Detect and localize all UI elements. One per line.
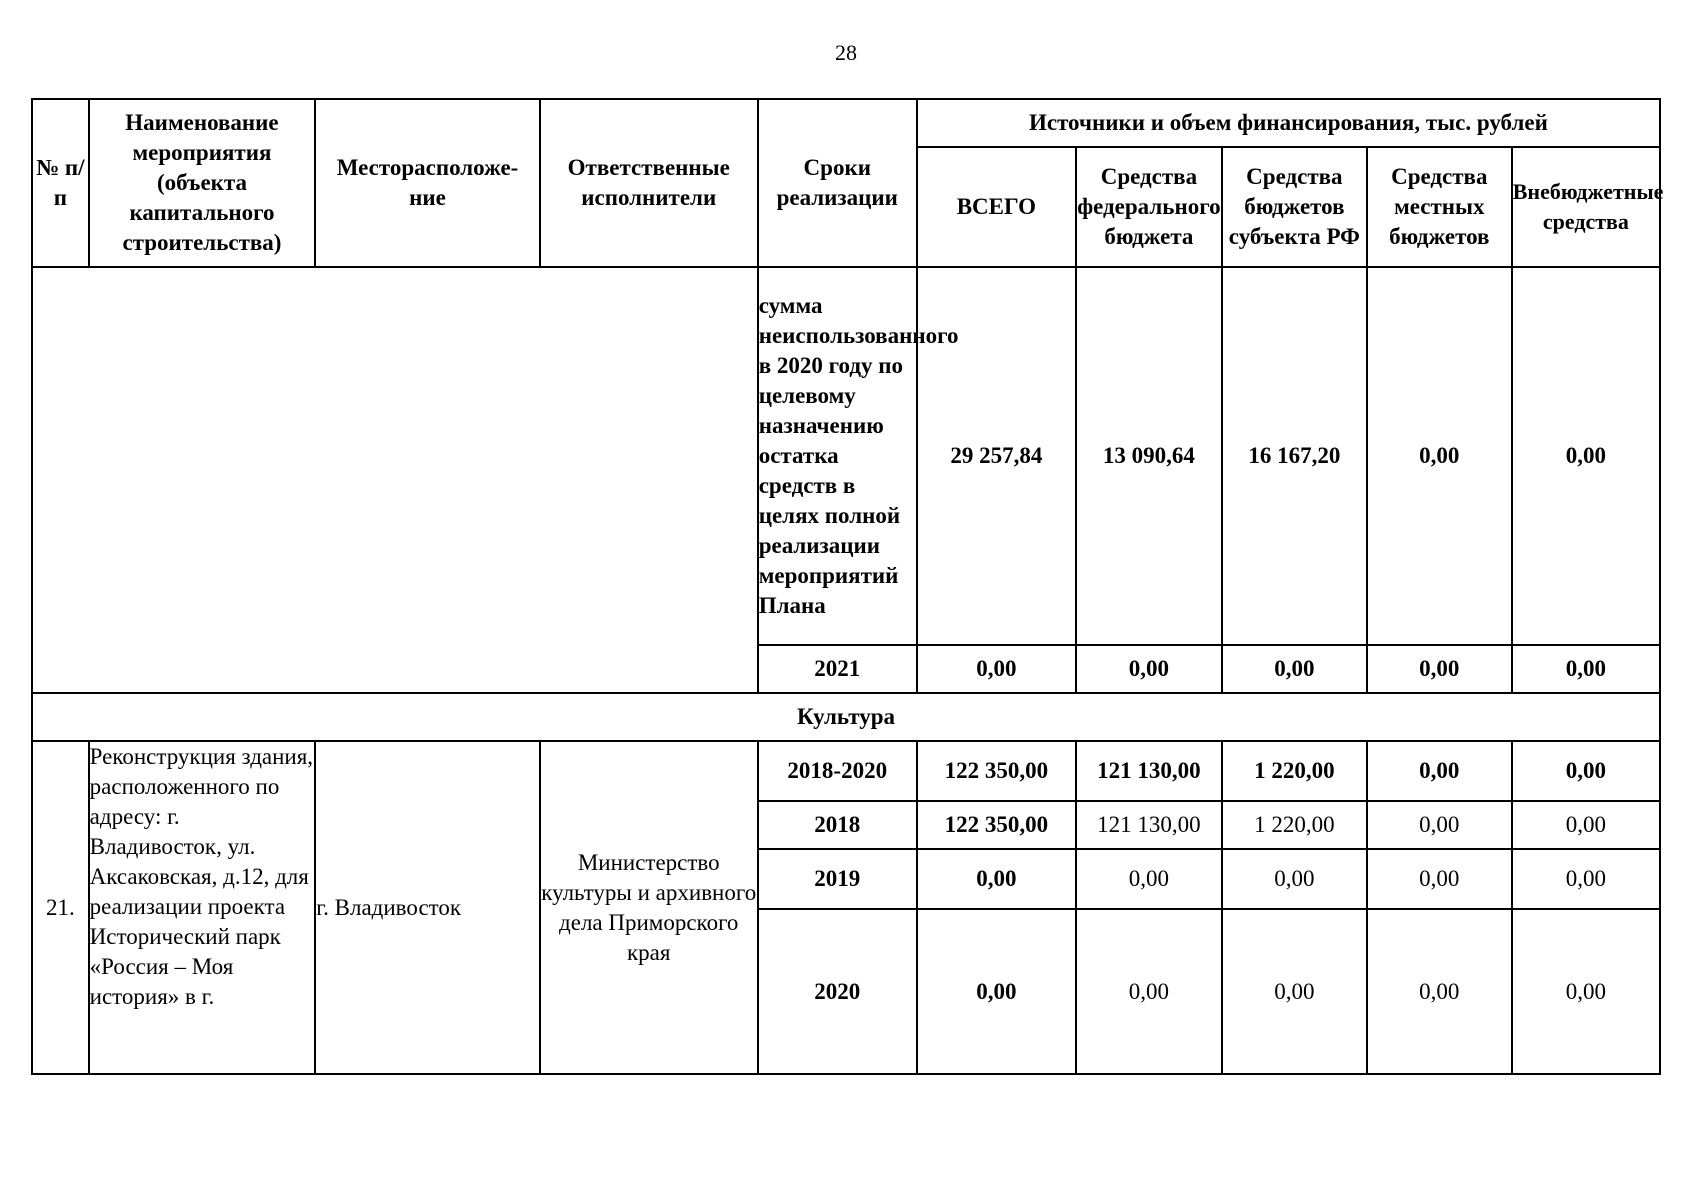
- section-row: [32, 693, 1660, 741]
- row-total: 0,00: [917, 849, 1076, 909]
- row-total: 0,00: [917, 909, 1076, 1074]
- table-row: [32, 267, 1660, 645]
- row-term: 2019: [758, 849, 917, 909]
- row-regional: 0,00: [1222, 849, 1367, 909]
- row-local: 0,00: [1367, 909, 1512, 1074]
- row-extrabudget: 0,00: [1512, 741, 1660, 801]
- row-term: 2021: [758, 645, 917, 693]
- header-funding-group: Источники и объем финансирования, тыс. рублей: [917, 99, 1660, 147]
- header-local: Средства местных бюджетов: [1367, 147, 1512, 267]
- item-location: г. Владивосток: [315, 741, 539, 1074]
- header-extrabudget: Внебюджетные средства: [1512, 147, 1660, 267]
- row-local: 0,00: [1367, 741, 1512, 801]
- row-regional: 16 167,20: [1222, 267, 1367, 645]
- row-extrabudget: 0,00: [1512, 849, 1660, 909]
- row-term: 2018: [758, 801, 917, 849]
- item-responsible: Министерство культуры и архивного дела Приморского края: [540, 741, 758, 1074]
- header-location: Месторасположе- ние: [315, 99, 539, 267]
- row-total: 29 257,84: [917, 267, 1076, 645]
- header-federal: Средства федерального бюджета: [1076, 147, 1222, 267]
- row-local: 0,00: [1367, 849, 1512, 909]
- header-name: Наименование мероприятия (объекта капитального строительства): [89, 99, 316, 267]
- header-terms: Сроки реализации: [758, 99, 917, 267]
- header-regional: Средства бюджетов субъекта РФ: [1222, 147, 1367, 267]
- header-responsible: Ответственные исполнители: [540, 99, 758, 267]
- row-regional: 1 220,00: [1222, 801, 1367, 849]
- financing-table: [31, 98, 1664, 1075]
- row-extrabudget: 0,00: [1512, 801, 1660, 849]
- header-total: ВСЕГО: [917, 147, 1076, 267]
- row-total: 122 350,00: [917, 801, 1076, 849]
- row-regional: 0,00: [1222, 909, 1367, 1074]
- row-regional: 0,00: [1222, 645, 1367, 693]
- row-local: 0,00: [1367, 801, 1512, 849]
- row-term: 2020: [758, 909, 917, 1074]
- row-federal: 0,00: [1076, 645, 1222, 693]
- header-num: № п/п: [32, 99, 89, 267]
- row-extrabudget: 0,00: [1512, 267, 1660, 645]
- row-regional: 1 220,00: [1222, 741, 1367, 801]
- row-local: 0,00: [1367, 645, 1512, 693]
- row-federal: 121 130,00: [1076, 741, 1222, 801]
- row-term: сумма неиспользованного в 2020 году по целевому назначению остатка средств в целях полной реализации мероприятий Плана: [758, 267, 917, 645]
- row-local: 0,00: [1367, 267, 1512, 645]
- row-extrabudget: 0,00: [1512, 909, 1660, 1074]
- row-term: 2018-2020: [758, 741, 917, 801]
- row-total: 0,00: [917, 645, 1076, 693]
- page-number: 28: [835, 40, 857, 65]
- row-federal: 121 130,00: [1076, 801, 1222, 849]
- section-title: Культура: [32, 693, 1660, 741]
- row-total: 122 350,00: [917, 741, 1076, 801]
- continued-item-cell: [32, 267, 758, 693]
- item-num: 21.: [32, 741, 89, 1074]
- row-federal: 0,00: [1076, 909, 1222, 1074]
- row-federal: 13 090,64: [1076, 267, 1222, 645]
- row-federal: 0,00: [1076, 849, 1222, 909]
- row-extrabudget: 0,00: [1512, 645, 1660, 693]
- table-row: [32, 741, 1660, 801]
- header-row-1: [32, 99, 1660, 147]
- item-name: Реконструкция здания, расположенного по адресу: г. Владивосток, ул. Аксаковская, д.12, для реализации проекта Исторический парк «Россия – Моя история» в г.: [89, 741, 316, 1074]
